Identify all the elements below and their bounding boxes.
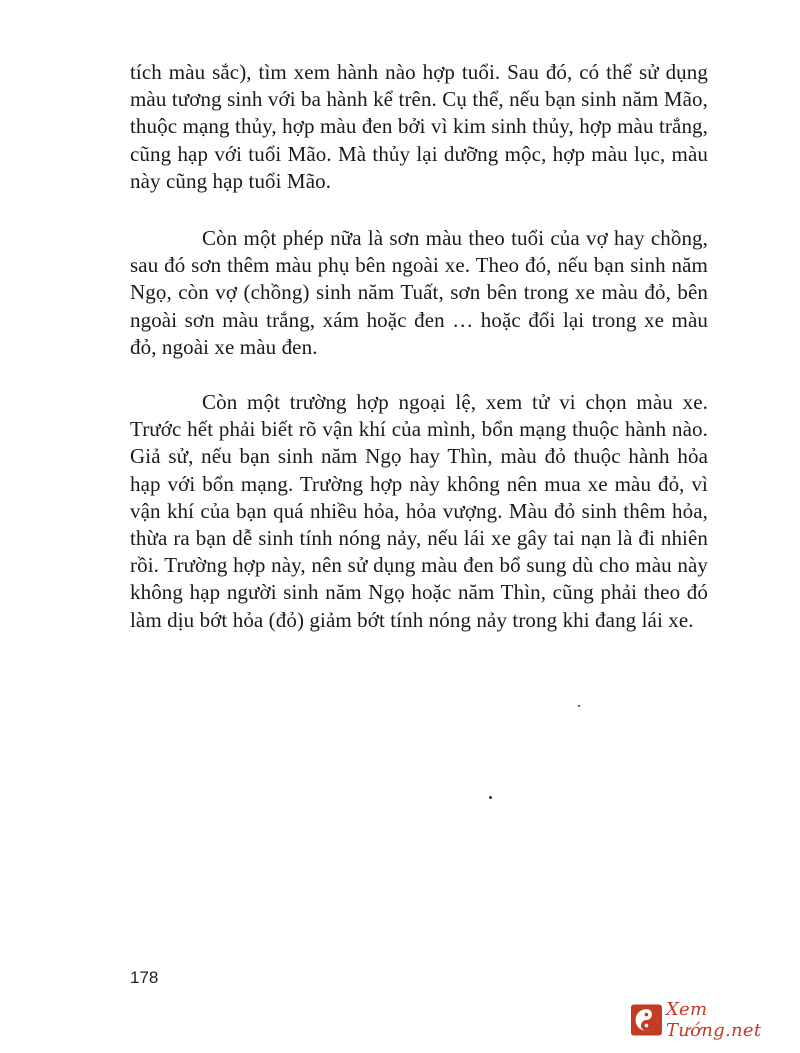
paragraph-2 bbox=[130, 225, 708, 361]
watermark-text: Xem Tướng.net bbox=[665, 999, 762, 1041]
paragraph-3 bbox=[130, 389, 708, 634]
page-number: 178 bbox=[130, 968, 159, 987]
site-watermark bbox=[631, 999, 796, 1041]
scan-speck bbox=[578, 705, 580, 707]
scan-speck bbox=[489, 796, 492, 799]
paragraph-1 bbox=[130, 59, 708, 195]
paragraph-1-text: tích màu sắc), tìm xem hành nào hợp tuổi. Sau đó, có thể sử dụng màu tương sinh với ba hành kể trên. Cụ thể, nếu bạn sinh năm Mão, thuộc mạng thủy, hợp màu đen bởi vì kim sinh thủy, hợp màu trắng, cũng hạp với tuổi Mão. Mà thủy lại dưỡng mộc, hợp màu lục, màu này cũng hạp tuổi Mão. bbox=[130, 60, 708, 193]
yin-yang-icon bbox=[631, 1003, 662, 1037]
paragraph-2-text: Còn một phép nữa là sơn màu theo tuổi của vợ hay chồng, sau đó sơn thêm màu phụ bên ngoài xe. Theo đó, nếu bạn sinh năm Ngọ, còn vợ (chồng) sinh năm Tuất, sơn bên trong xe màu đỏ, bên ngoài sơn màu trắng, xám hoặc đen … hoặc đổi lại trong xe màu đỏ, ngoài xe màu đen. bbox=[130, 226, 708, 359]
paragraph-3-text: Còn một trường hợp ngoại lệ, xem tử vi chọn màu xe. Trước hết phải biết rõ vận khí của mình, bổn mạng thuộc hành nào. Giả sử, nếu bạn sinh năm Ngọ hay Thìn, màu đỏ thuộc hành hỏa hạp với bổn mạng. Trường hợp này không nên mua xe màu đỏ, vì vận khí của bạn quá nhiều hỏa, hỏa vượng. Màu đỏ sinh thêm hỏa, thừa ra bạn dễ sinh tính nóng nảy, nếu lái xe gây tai nạn là đi nhiên rồi. Trường hợp này, nên sử dụng màu đen bổ sung dù cho màu này không hạp người sinh năm Ngọ hoặc năm Thìn, cũng phải theo đó làm dịu bớt hỏa (đỏ) giảm bớt tính nóng nảy trong khi đang lái xe. bbox=[130, 390, 708, 632]
